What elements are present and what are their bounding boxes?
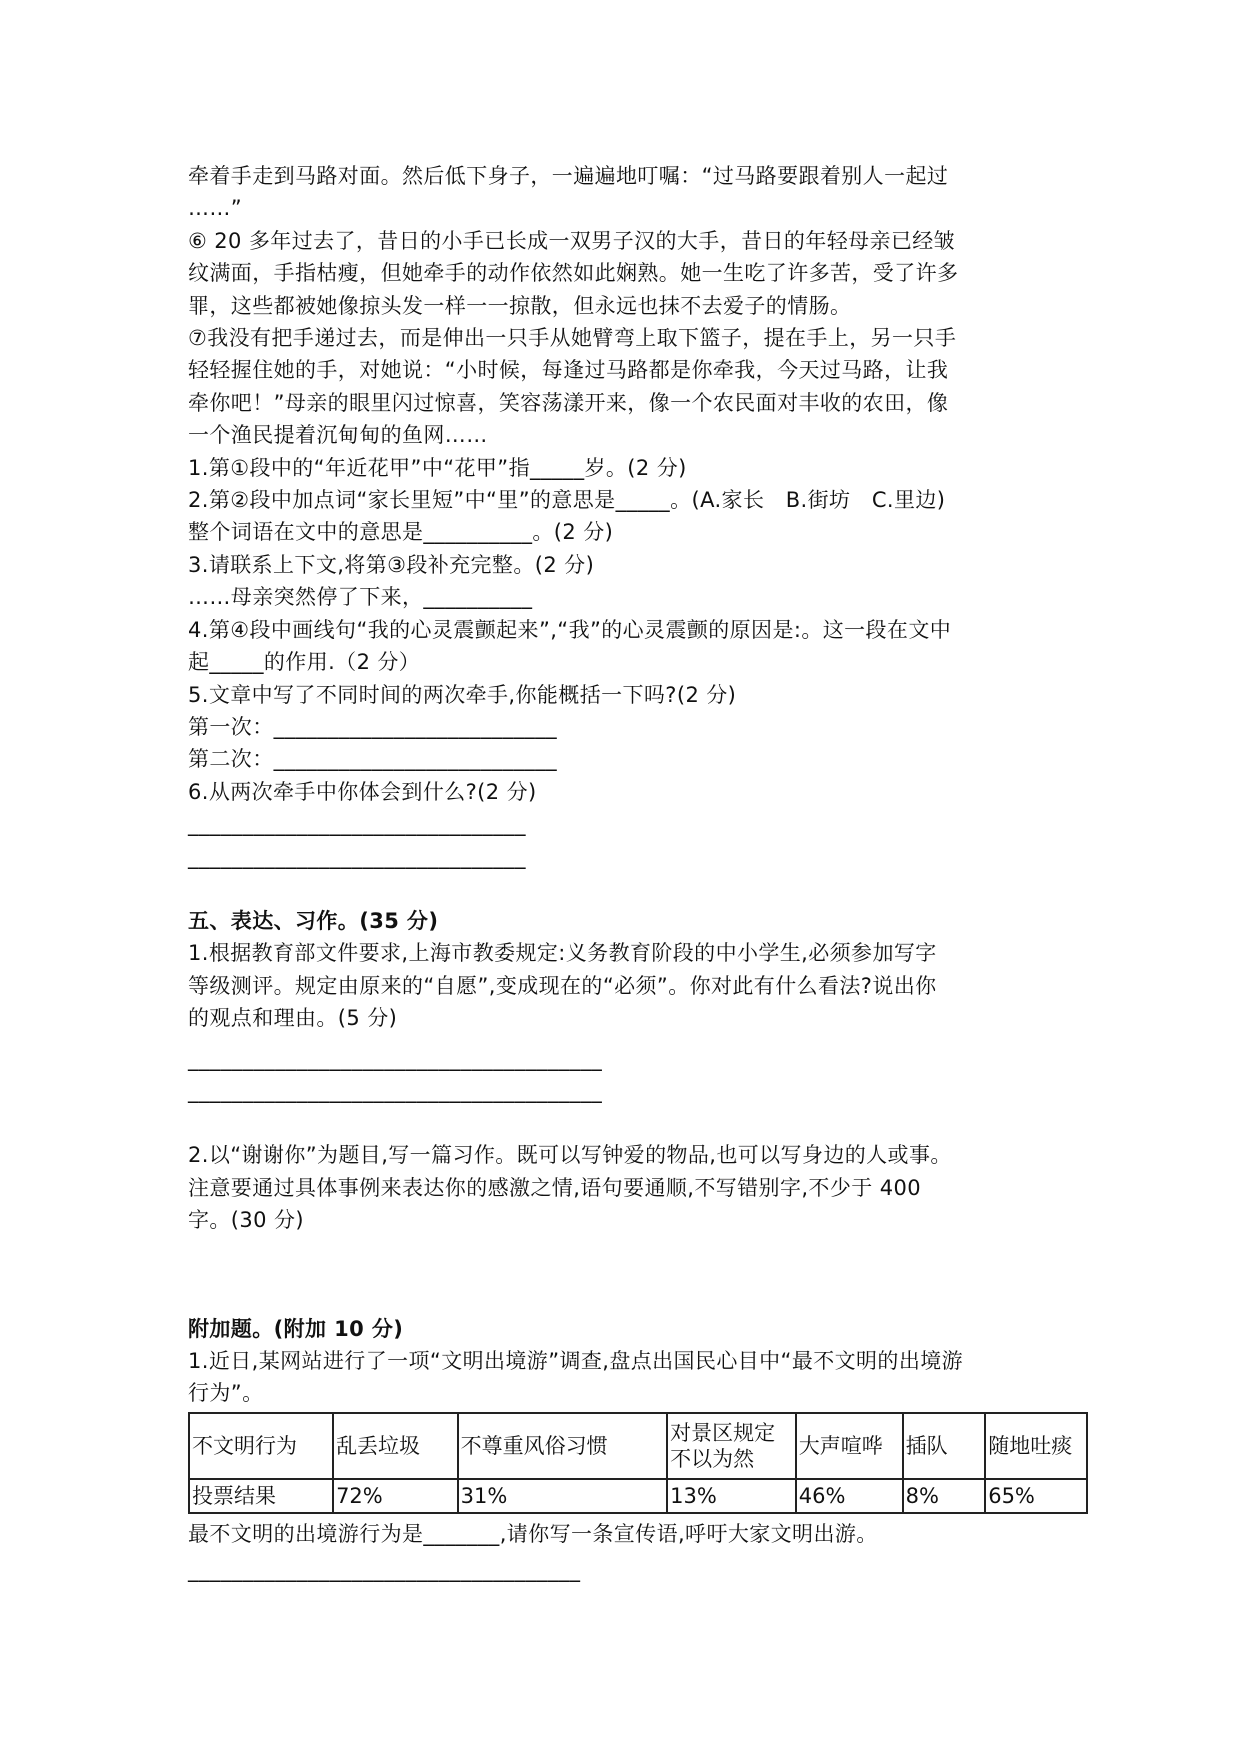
answer-blank: _______________________________ <box>188 812 526 837</box>
question-line: 3.请联系上下文,将第③段补充完整。(2 分) <box>188 552 595 577</box>
question-line: 第一次：__________________________ <box>188 714 557 739</box>
table-cell: 46% <box>796 1479 903 1513</box>
spacer <box>188 1107 1088 1139</box>
question-line: 起_____的作用.（2 分） <box>188 650 421 675</box>
question-line: ……母亲突然停了下来，__________ <box>188 585 533 610</box>
section-title: 五、表达、习作。(35 分) <box>188 908 439 933</box>
passage-line: 一个渔民提着沉甸甸的鱼网…… <box>188 423 488 448</box>
table-cell: 乱丢垃圾 <box>333 1413 458 1479</box>
question-line: 2.以“谢谢你”为题目,写一篇习作。既可以写钟爱的物品,也可以写身边的人或事。 <box>188 1143 952 1168</box>
table-row <box>189 1479 1087 1513</box>
table-cell: 插队 <box>903 1413 986 1479</box>
reading-questions <box>188 452 1088 873</box>
answer-blank: ______________________________________ <box>188 1046 603 1071</box>
question-line: 2.第②段中加点词“家长里短”中“里”的意思是_____。(A.家长 B.街坊 C.里边) <box>188 488 946 513</box>
question-line: 行为”。 <box>188 1381 264 1406</box>
table-cell: 72% <box>333 1479 458 1513</box>
spacer <box>188 1237 1088 1313</box>
passage-line: 纹满面，手指枯瘦，但她牵手的动作依然如此娴熟。她一生吃了许多苦，受了许多 <box>188 261 959 286</box>
table-cell: 投票结果 <box>189 1479 333 1513</box>
question-line: 1.第①段中的“年近花甲”中“花甲”指_____岁。(2 分) <box>188 455 687 480</box>
table-cell: 大声喧哗 <box>796 1413 903 1479</box>
spacer <box>188 873 1088 905</box>
table-cell: 13% <box>667 1479 796 1513</box>
question-line: 5.文章中写了不同时间的两次牵手,你能概括一下吗?(2 分) <box>188 682 737 707</box>
question-line: 1.根据教育部文件要求,上海市教委规定:义务教育阶段的中小学生,必须参加写字 <box>188 941 937 966</box>
question-line: 注意要通过具体事例来表达你的感激之情,语句要通顺,不写错别字,不少于 400 <box>188 1175 921 1200</box>
table-cell: 31% <box>458 1479 668 1513</box>
section-title: 附加题。(附加 10 分) <box>188 1316 404 1341</box>
question-line: 6.从两次牵手中你体会到什么?(2 分) <box>188 779 537 804</box>
table-cell: 随地吐痰 <box>985 1413 1087 1479</box>
passage-line: ⑦我没有把手递过去，而是伸出一只手从她臂弯上取下篮子，提在手上，另一只手 <box>188 326 957 351</box>
spacer <box>188 1035 1088 1043</box>
table-cell: 不文明行为 <box>189 1413 333 1479</box>
answer-blank: _______________________________ <box>188 844 526 869</box>
survey-table <box>188 1412 1088 1514</box>
answer-blank: ______________________________________ <box>188 1078 603 1103</box>
question-line: 的观点和理由。(5 分) <box>188 1006 398 1031</box>
section-bonus <box>188 1313 1088 1587</box>
exam-page <box>188 160 1088 1587</box>
table-cell: 8% <box>903 1479 986 1513</box>
passage-line: 轻轻握住她的手，对她说：“小时候，每逢过马路都是你牵我，今天过马路，让我 <box>188 358 949 383</box>
question-line: 1.近日,某网站进行了一项“文明出境游”调查,盘点出国民心目中“最不文明的出境游 <box>188 1349 964 1373</box>
answer-blank: ____________________________________ <box>188 1558 581 1583</box>
reading-passage <box>188 160 1088 452</box>
question-line: 最不文明的出境游行为是_______,请你写一条宣传语,呼吁大家文明出游。 <box>188 1521 878 1546</box>
question-line: 字。(30 分) <box>188 1208 304 1233</box>
question-line: 整个词语在文中的意思是__________。(2 分) <box>188 520 614 545</box>
passage-line: 牵你吧！”母亲的眼里闪过惊喜，笑容荡漾开来，像一个农民面对丰收的农田，像 <box>188 390 949 415</box>
question-line: 等级测评。规定由原来的“自愿”,变成现在的“必须”。你对此有什么看法?说出你 <box>188 973 937 998</box>
passage-line: ……” <box>188 196 243 221</box>
passage-line: ⑥ 20 多年过去了，昔日的小手已长成一双男子汉的大手，昔日的年轻母亲已经皱 <box>188 228 956 253</box>
question-line: 4.第④段中画线句“我的心灵震颤起来”,“我”的心灵震颤的原因是:。这一段在文中 <box>188 617 952 642</box>
table-cell: 对景区规定 不以为然 <box>667 1413 796 1479</box>
passage-line: 牵着手走到马路对面。然后低下身子，一遍遍地叮嘱：“过马路要跟着别人一起过 <box>188 164 949 188</box>
table-header-row <box>189 1413 1087 1479</box>
question-line: 第二次：__________________________ <box>188 747 557 772</box>
passage-line: 罪，这些都被她像掠头发一样一一掠散，但永远也抹不去爱子的情肠。 <box>188 293 852 318</box>
table-cell: 不尊重风俗习惯 <box>458 1413 668 1479</box>
section-writing <box>188 905 1088 1237</box>
table-cell: 65% <box>985 1479 1087 1513</box>
